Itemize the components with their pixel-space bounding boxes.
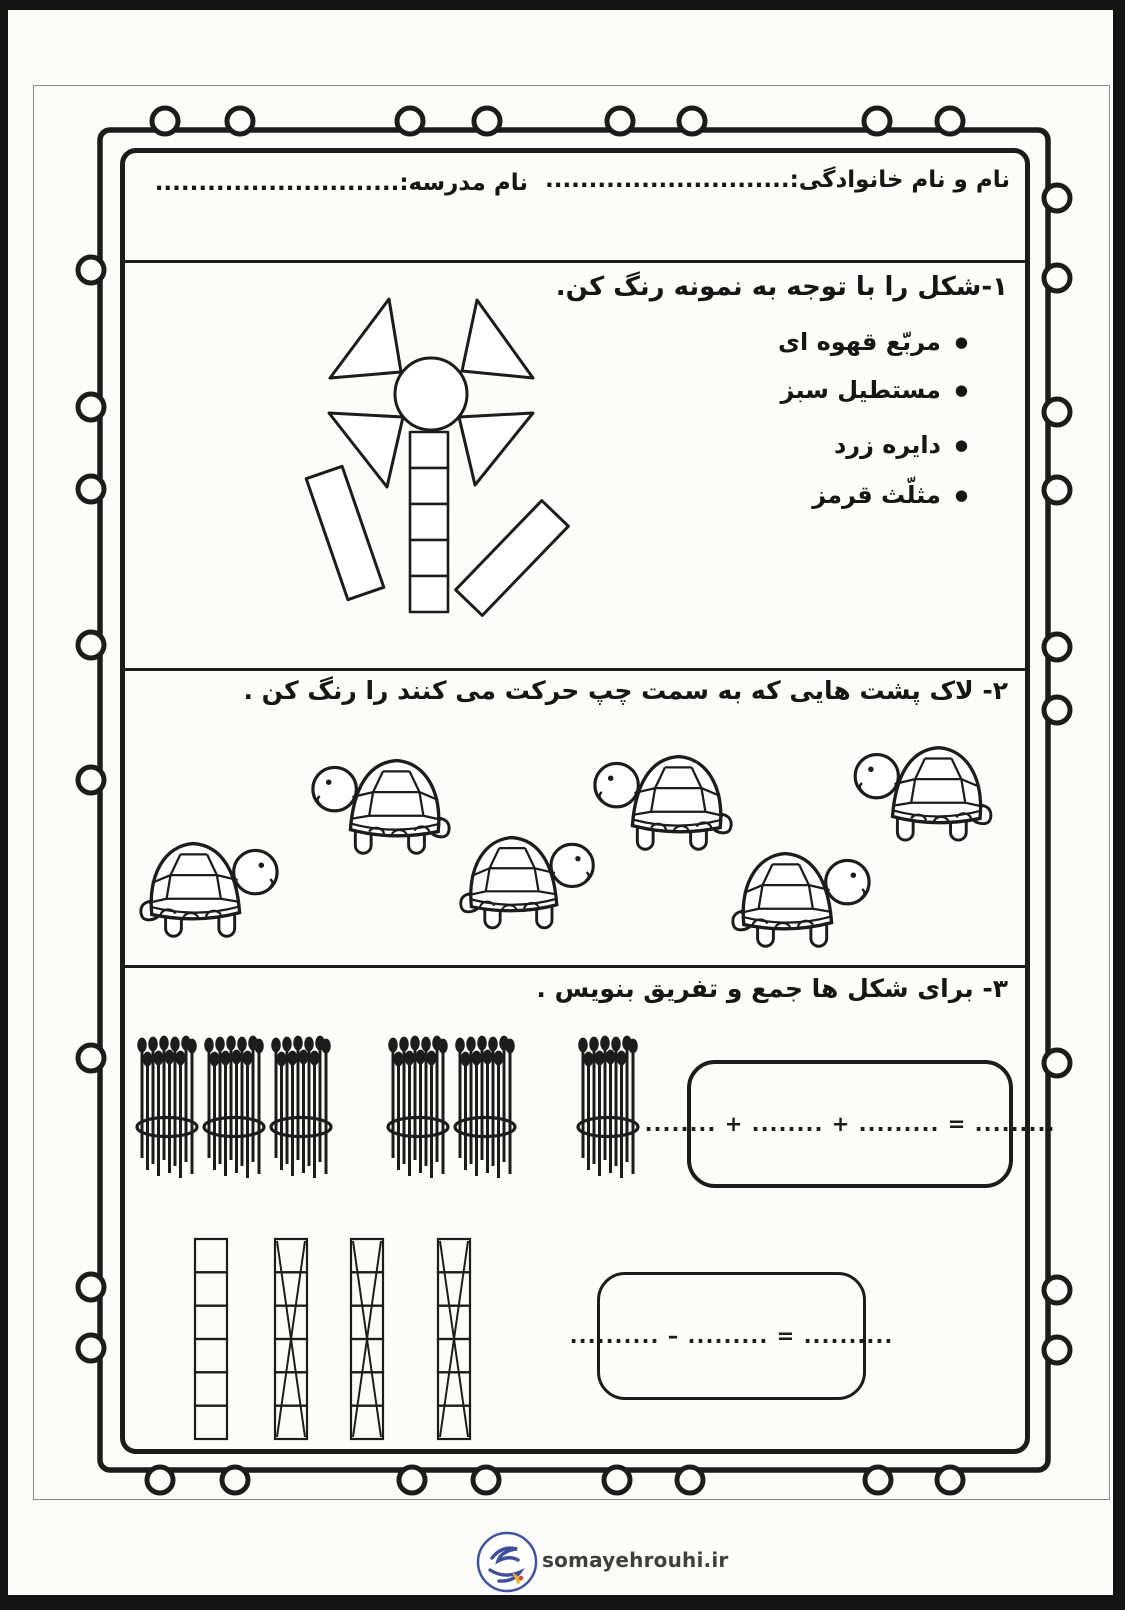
header-divider (125, 260, 1025, 263)
turtle (136, 822, 284, 942)
section2-title: ۲- لاک پشت هایی که به سمت چپ حرکت می کنند را رنگ کن . (243, 676, 1008, 705)
site-logo (475, 1530, 539, 1594)
square-stem-block (410, 432, 448, 468)
turtle (728, 832, 876, 952)
bundle-group (385, 1030, 518, 1182)
triangle-petal (459, 413, 533, 485)
stick-bundle-illustration (575, 1030, 641, 1182)
subtraction-equation: .......... – ......... = .......... (569, 1324, 894, 1348)
square-column (193, 1237, 229, 1441)
triangle-petal (462, 300, 533, 378)
flower-shapes-illustration (300, 292, 590, 622)
square-stem-block (410, 540, 448, 576)
pencil-tip (519, 1576, 523, 1580)
site-url: somayehrouhi.ir (542, 1548, 729, 1572)
footer (8, 1520, 1113, 1595)
section3-title: ۳- برای شکل ها جمع و تفریق بنویس . (536, 974, 1008, 1003)
section1-divider (125, 668, 1025, 671)
school-name-field: نام مدرسه:............................ (154, 170, 528, 196)
turtle (588, 736, 736, 854)
square-column (436, 1237, 472, 1441)
stick-bundle-illustration (201, 1030, 267, 1182)
turtle (456, 816, 600, 934)
subtraction-answer-box (569, 1272, 894, 1400)
square-column (273, 1237, 309, 1441)
worksheet-page (8, 10, 1113, 1595)
addition-equation: ........ + ........ + ......... = ......... (644, 1112, 1056, 1136)
square-stem-block (410, 468, 448, 504)
section2-divider (125, 965, 1025, 968)
square-stem-block (410, 504, 448, 540)
stick-bundle-illustration (268, 1030, 334, 1182)
color-key-item-green-rectangle: ● مستطیل سبز (781, 376, 968, 404)
stick-bundle-illustration (385, 1030, 451, 1182)
rectangle-leaf (456, 501, 569, 616)
square-stem-block (410, 576, 448, 612)
bundle-group (134, 1030, 334, 1182)
turtle (846, 728, 998, 844)
stick-bundle-illustration (452, 1030, 518, 1182)
color-key-item-yellow-circle: ● دایره زرد (834, 431, 968, 459)
rectangle-leaf (306, 466, 384, 599)
addition-answer-box (644, 1060, 1056, 1188)
turtle (306, 740, 454, 858)
color-key-item-red-triangle: ● مثلّث قرمز (812, 481, 968, 509)
circle-flower-center (395, 358, 467, 430)
triangle-petal (330, 299, 401, 378)
square-column (349, 1237, 385, 1441)
section1-title: ۱-شکل را با توجه به نمونه رنگ کن. (555, 272, 1008, 302)
stick-bundle-illustration (134, 1030, 200, 1182)
student-name-field: نام و نام خانوادگی:............................ (544, 167, 1010, 193)
bundle-group (575, 1030, 641, 1182)
color-key-item-brown-square: ● مربّع قهوه ای (778, 328, 968, 356)
